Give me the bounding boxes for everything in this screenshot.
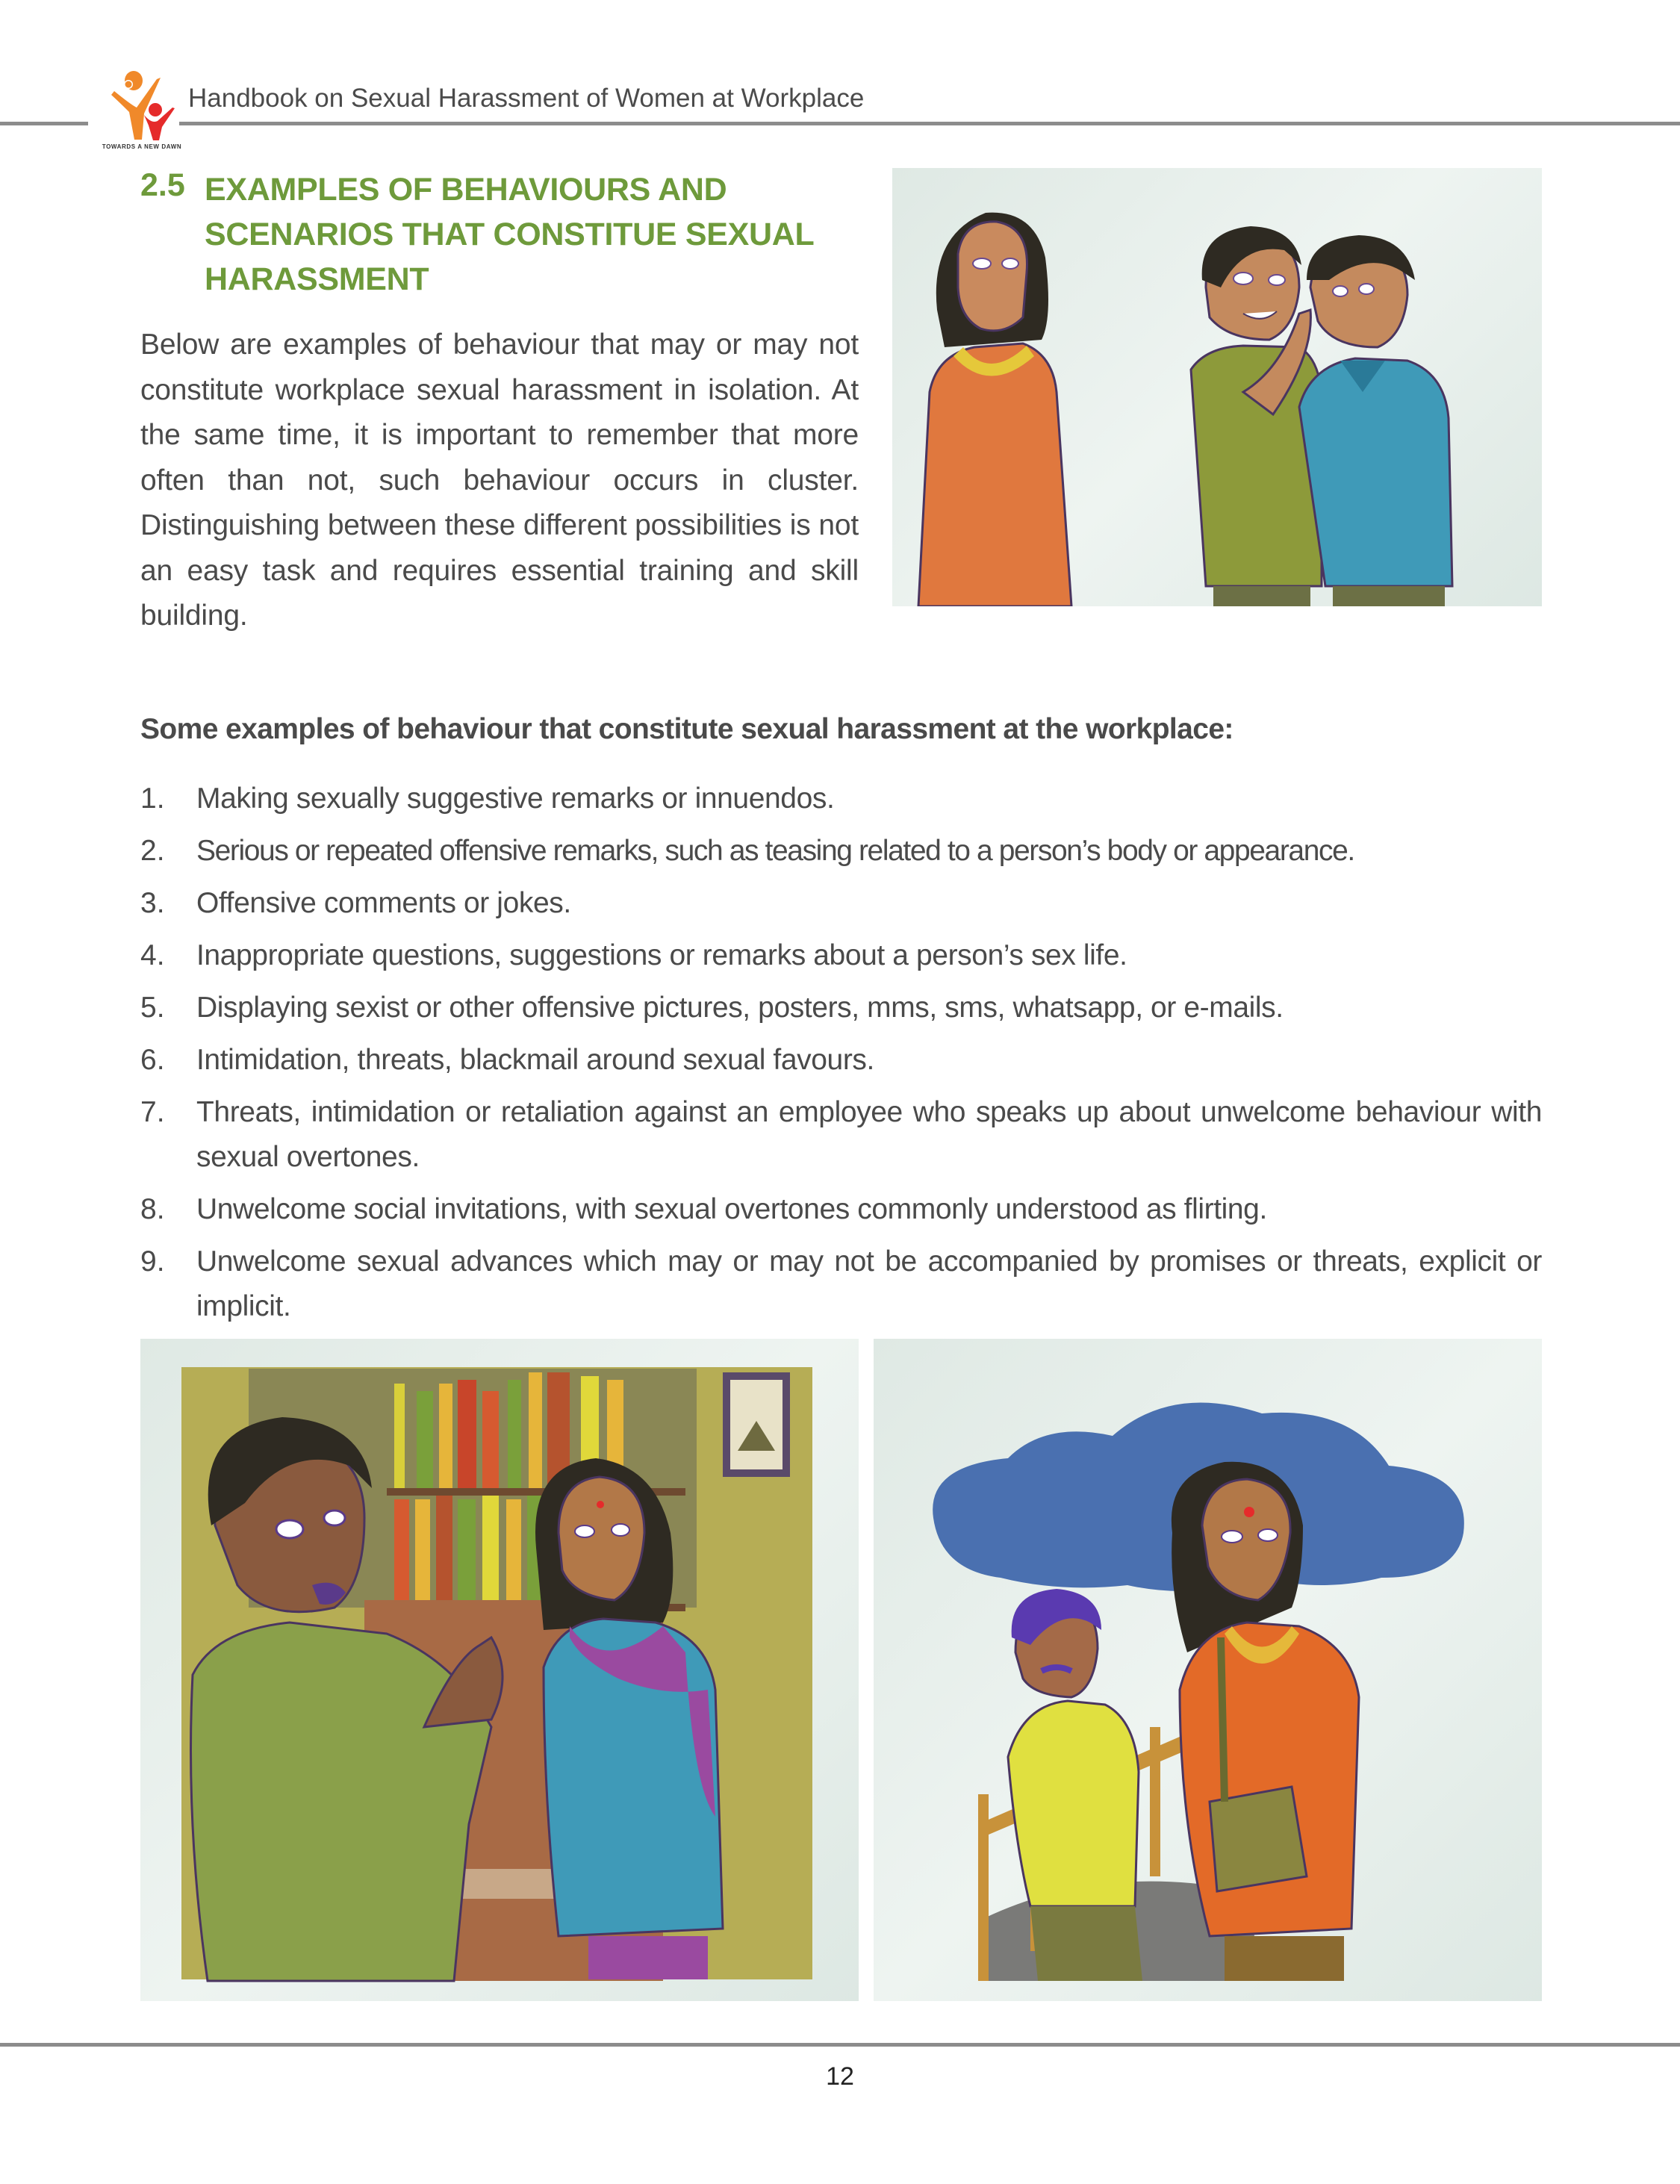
office-confrontation-illustration-icon bbox=[140, 1339, 859, 2001]
illustration-being-followed bbox=[874, 1339, 1542, 2001]
two-figures-raising-arms-logo-icon bbox=[101, 69, 183, 142]
list-item bbox=[140, 933, 1542, 978]
list-item bbox=[140, 1038, 1542, 1083]
list-item-number: 2. bbox=[140, 835, 165, 867]
list-item-text: Unwelcome sexual advances which may or may not be accompanied by promises or threats, explicit or implicit. bbox=[196, 1245, 1542, 1322]
list-item bbox=[140, 986, 1542, 1030]
being-followed-illustration-icon bbox=[874, 1339, 1542, 2001]
page-number: 12 bbox=[826, 2062, 854, 2091]
men-whispering-illustration-icon bbox=[892, 168, 1542, 606]
list-item-text: Inappropriate questions, suggestions or remarks about a person’s sex life. bbox=[196, 939, 1127, 971]
list-item-number: 3. bbox=[140, 887, 165, 919]
list-item bbox=[140, 1239, 1542, 1329]
list-item-number: 4. bbox=[140, 939, 165, 971]
list-item bbox=[140, 881, 1542, 926]
section-title: EXAMPLES OF BEHAVIOURS AND SCENARIOS THAT CONSTITUE SEXUAL HARASSMENT bbox=[205, 172, 814, 297]
illustration-office-confrontation bbox=[140, 1339, 859, 2001]
list-item bbox=[140, 829, 1542, 874]
examples-heading: Some examples of behaviour that constitute sexual harassment at the workplace: bbox=[140, 713, 1233, 745]
header-rule-left bbox=[0, 122, 88, 125]
list-item-number: 6. bbox=[140, 1044, 165, 1076]
list-item-text: Displaying sexist or other offensive pictures, posters, mms, sms, whatsapp, or e-mails. bbox=[196, 992, 1284, 1024]
list-item-number: 9. bbox=[140, 1245, 165, 1278]
section-number: 2.5 bbox=[140, 167, 185, 203]
list-item bbox=[140, 1187, 1542, 1232]
examples-list bbox=[140, 777, 1542, 1337]
list-item-text: Threats, intimidation or retaliation against an employee who speaks up about unwelcome behaviour with sexual overtones. bbox=[196, 1096, 1542, 1173]
list-item-number: 5. bbox=[140, 992, 165, 1024]
list-item-text: Making sexually suggestive remarks or innuendos. bbox=[196, 783, 835, 815]
list-item-text: Unwelcome social invitations, with sexual overtones commonly understood as flirting. bbox=[196, 1193, 1267, 1225]
intro-paragraph: Below are examples of behaviour that may or may not constitute workplace sexual harassment in isolation. At the same time, it is important to remember that more often than not, such behaviour occurs in cluster. Distinguishing between these different possibilities is not an easy task and requires essential training and skill building. bbox=[140, 329, 859, 632]
logo-tagline: TOWARDS A NEW DAWN bbox=[102, 143, 182, 150]
list-item-text: Intimidation, threats, blackmail around sexual favours. bbox=[196, 1044, 874, 1076]
list-item bbox=[140, 777, 1542, 821]
list-item bbox=[140, 1090, 1542, 1180]
illustration-men-whispering bbox=[892, 168, 1542, 606]
list-item-text: Serious or repeated offensive remarks, such as teasing related to a person’s body or appearance. bbox=[196, 835, 1354, 867]
list-item-text: Offensive comments or jokes. bbox=[196, 887, 571, 919]
logo bbox=[101, 69, 183, 155]
list-item-number: 1. bbox=[140, 783, 165, 815]
footer-rule bbox=[0, 2043, 1680, 2047]
running-header-title: Handbook on Sexual Harassment of Women at Workplace bbox=[188, 84, 865, 113]
list-item-number: 7. bbox=[140, 1096, 165, 1128]
list-item-number: 8. bbox=[140, 1193, 165, 1225]
header-rule-right bbox=[179, 122, 1680, 125]
